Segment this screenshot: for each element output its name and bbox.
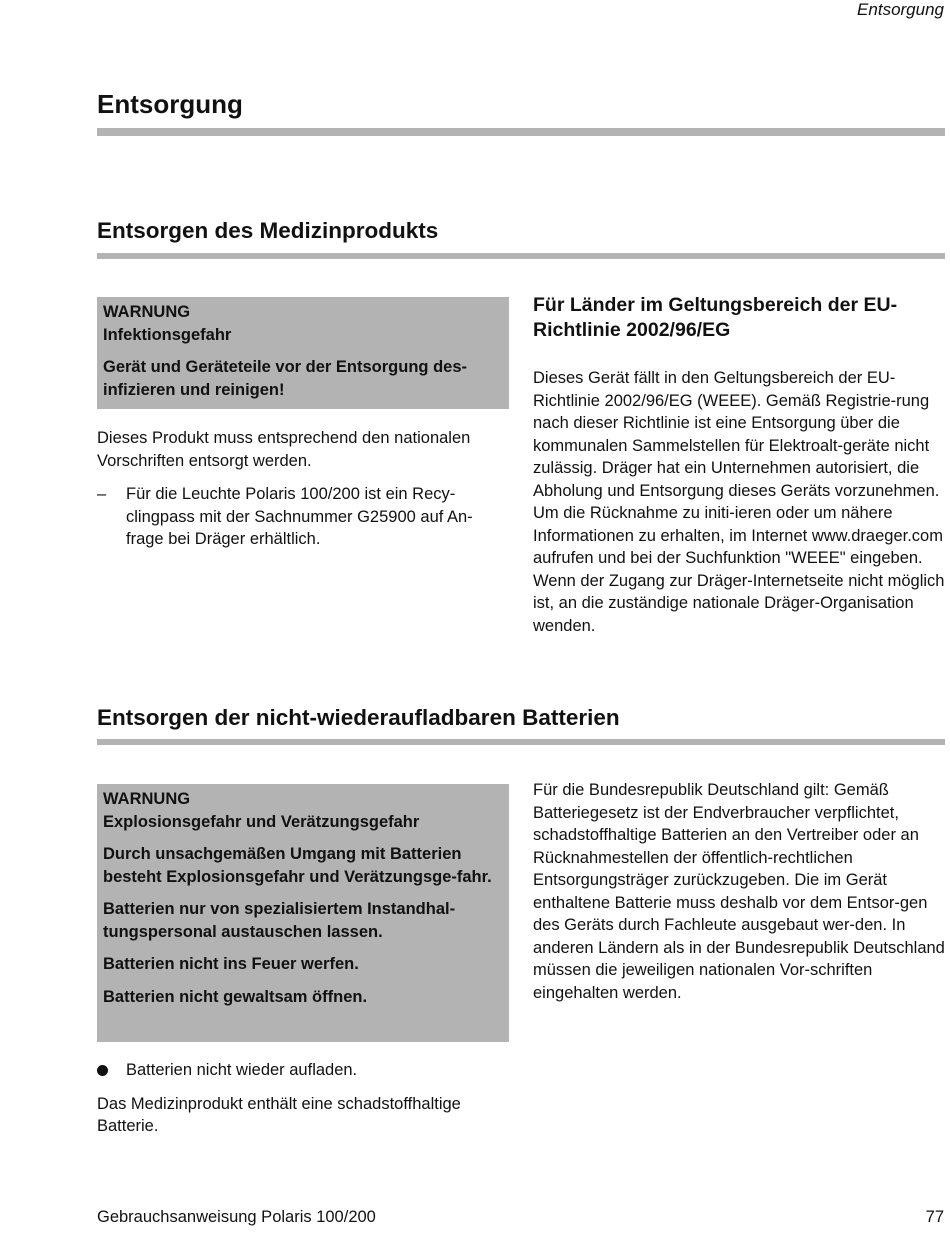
warning-label: WARNUNG xyxy=(103,303,191,321)
bullet-item xyxy=(97,1059,509,1082)
eu-directive-text: Dieses Gerät fällt in den Geltungsbereich der EU-Richtlinie 2002/96/EG (WEEE). Gemäß Registrie-rung nach dieser Richtlinie ist eine Entsorgung über die kommunalen Sammelstellen für Elektroalt-geräte nicht zulässig. Dräger hat ein Unternehmen autorisiert, die Abholung und Entsorgung dieses Geräts vorzunehmen. Um die Rücknahme zu initi-ieren oder um nähere Informationen zu erhalten, im Internet www.draeger.com aufrufen und bei der Suchfunktion "WEEE" eingeben. Wenn der Zugang zur Dräger-Internetseite nicht möglich ist, an die zuständige nationale Dräger-Organisation wenden. xyxy=(533,369,945,635)
warning-subtitle: Infektionsgefahr xyxy=(103,325,232,344)
page-title: Entsorgung xyxy=(97,89,243,119)
bullet-icon xyxy=(97,1065,108,1076)
dash-marker: – xyxy=(97,485,107,503)
warning-box-infection xyxy=(97,297,509,409)
warning-text-4: Batterien nicht gewaltsam öffnen. xyxy=(103,987,368,1006)
warning-text-2: Batterien nur von spezialisiertem Instandhal-tungspersonal austauschen lassen. xyxy=(103,900,456,941)
eu-directive-heading: Für Länder im Geltungsbereich der EU-Richtlinie 2002/96/EG xyxy=(533,294,898,341)
section-rule-2 xyxy=(97,739,945,745)
warning-text: Gerät und Geräteteile vor der Entsorgung des-infizieren und reinigen! xyxy=(103,358,467,399)
warning-text-3: Batterien nicht ins Feuer werfen. xyxy=(103,955,359,973)
title-rule xyxy=(97,128,945,136)
left-column-section2 xyxy=(97,1059,509,1138)
running-header: Entsorgung xyxy=(857,0,944,19)
bullet-item-text: Batterien nicht wieder aufladen. xyxy=(126,1061,358,1079)
list-item-text: Für die Leuchte Polaris 100/200 ist ein Recy-clingpass mit der Sachnummer G25900 auf An-frage bei Dräger erhältlich. xyxy=(126,485,473,548)
footer-doc-title: Gebrauchsanweisung Polaris 100/200 xyxy=(97,1208,376,1226)
section-rule-1 xyxy=(97,253,945,259)
section-title-batteries: Entsorgen der nicht-wiederaufladbaren Batterien xyxy=(97,705,620,730)
left-column-section1 xyxy=(97,427,509,551)
warning-subtitle: Explosionsgefahr und Verätzungsgefahr xyxy=(103,812,420,831)
warning-label: WARNUNG xyxy=(103,790,191,808)
section-title-medical-device: Entsorgen des Medizinprodukts xyxy=(97,218,439,243)
list-item xyxy=(97,483,509,551)
warning-box-explosion xyxy=(97,784,509,1042)
page-number: 77 xyxy=(925,1208,944,1226)
battery-paragraph: Das Medizinprodukt enthält eine schadstoffhaltige Batterie. xyxy=(97,1094,461,1135)
disposal-paragraph: Dieses Produkt muss entsprechend den nationalen Vorschriften entsorgt werden. xyxy=(97,429,471,470)
battery-law-text: Für die Bundesrepublik Deutschland gilt: Gemäß Batteriegesetz ist der Endverbraucher verpflichtet, schadstoffhaltige Batterien an den Vertreiber oder an Rücknahmestellen der öffentlich-rechtlichen Entsorgungsträger zurückzugeben. Die im Gerät enthaltene Batterie muss deshalb vor dem Entsor-gen des Geräts durch Fachleute ausgebaut wer-den. In anderen Ländern als in der Bundesrepublik Deutschland müssen die jeweiligen nationalen Vor-schriften eingehalten werden. xyxy=(533,781,945,1002)
warning-text-1: Durch unsachgemäßen Umgang mit Batterien besteht Explosionsgefahr und Verätzungsge-fahr. xyxy=(103,845,492,886)
